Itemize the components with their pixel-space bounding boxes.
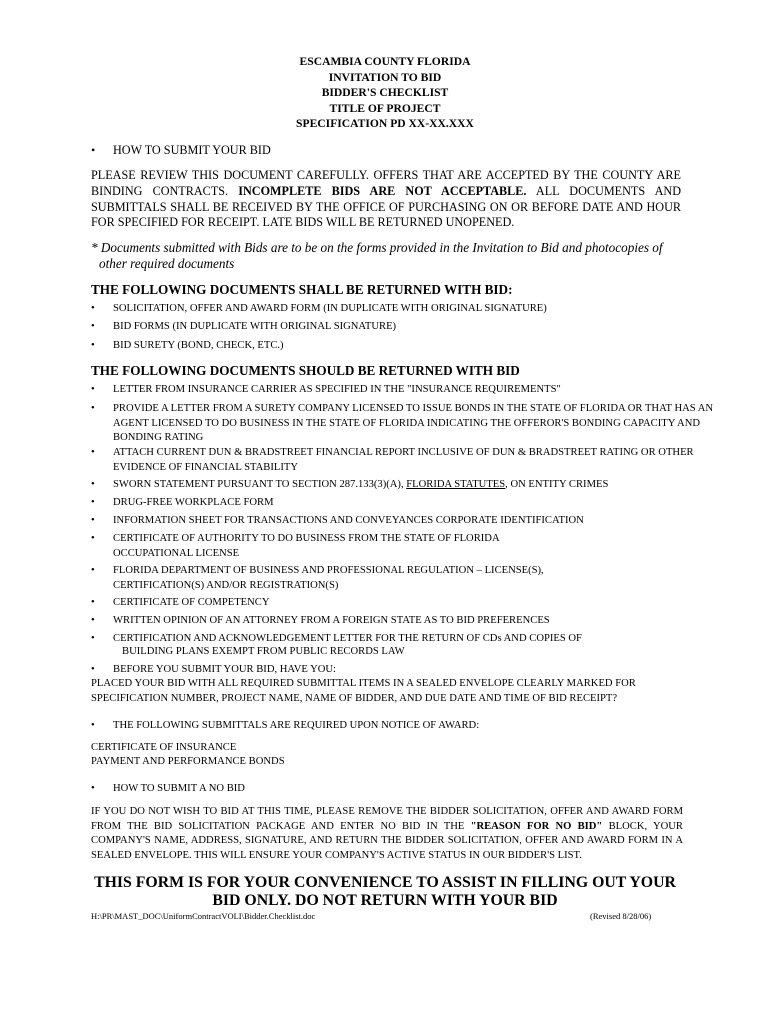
florida-statutes-reference: FLORIDA STATUTES [406,479,506,490]
header-line-project-title: TITLE OF PROJECT [329,101,441,115]
bullet-icon: • [91,340,95,351]
header-line-specification: SPECIFICATION PD XX-XX.XXX [296,117,474,130]
no-bid-text-1: IF YOU DO NOT WISH TO BID AT THIS TIME, PLEASE REMOVE THE BIDDER SOLICITATION, OFFER AND AWARD FORM FROM THE BID SOLICITATION PACKAGE AND ENTER NO BID IN THE [91,806,683,832]
header-line-invitation: INVITATION TO BID [328,70,442,84]
file-path: H:\PR\MAST_DOC\UniformContractVOLI\Bidder.Checklist.doc [91,911,316,921]
bullet-icon: • [91,533,95,544]
note-line-2: other required documents [99,256,235,271]
reason-for-no-bid-label: "REASON FOR NO BID" [470,820,603,832]
list-item: CERTIFICATE OF COMPETENCY [113,597,270,608]
list-item: PROVIDE A LETTER FROM A SURETY COMPANY LICENSED TO ISSUE BONDS IN THE STATE OF FLORIDA OR THAT HAS AN AGENT LICENSED TO DO BUSINESS IN THE STATE OF FLORIDA INDICATING THE OFFEROR'S BONDING CAPACITY AND BONDING RATING [113,403,714,443]
document-header [0,54,770,132]
convenience-notice [0,874,770,910]
list-item: BID SURETY (BOND, CHECK, ETC.) [113,340,284,351]
no-bid-paragraph [91,805,683,863]
list-item: BID FORMS (IN DUPLICATE WITH ORIGINAL SIGNATURE) [113,321,397,332]
documents-note [91,240,691,272]
header-line-county: ESCAMBIA COUNTY FLORIDA [299,55,471,68]
shall-return-heading: THE FOLLOWING DOCUMENTS SHALL BE RETURNED WITH BID: [91,282,513,297]
how-to-submit-heading: HOW TO SUBMIT YOUR BID [113,143,271,157]
note-line-1: * Documents submitted with Bids are to be on the forms provided in the Invitation to Bid and photocopies of [91,240,663,255]
review-text-bold: INCOMPLETE BIDS ARE NOT ACCEPTABLE. [238,183,527,198]
header-line-checklist: BIDDER'S CHECKLIST [321,86,449,99]
bullet-icon: • [91,384,95,395]
list-item: WRITTEN OPINION OF AN ATTORNEY FROM A FOREIGN STATE AS TO BID PREFERENCES [113,615,550,626]
list-item: CERTIFICATE OF AUTHORITY TO DO BUSINESS FROM THE STATE OF FLORIDA OCCUPATIONAL LICENSE [113,533,500,559]
bullet-icon: • [91,783,95,794]
award-bullet: THE FOLLOWING SUBMITTALS ARE REQUIRED UPON NOTICE OF AWARD: [113,720,480,731]
award-item-bonds: PAYMENT AND PERFORMANCE BONDS [91,756,285,767]
placed-question: PLACED YOUR BID WITH ALL REQUIRED SUBMITTAL ITEMS IN A SEALED ENVELOPE CLEARLY MARKED FOR SPECIFICATION NUMBER, PROJECT NAME, NAME OF BIDDER, AND DUE DATE AND TIME OF BID RECEIPT? [91,678,636,704]
sworn-text-2: , ON ENTITY CRIMES [505,479,609,490]
list-item: SOLICITATION, OFFER AND AWARD FORM (IN DUPLICATE WITH ORIGINAL SIGNATURE) [113,303,547,314]
review-paragraph [91,168,681,231]
list-item: INFORMATION SHEET FOR TRANSACTIONS AND CONVEYANCES CORPORATE IDENTIFICATION [113,515,584,526]
bullet-icon: • [91,720,95,731]
bullet-icon: • [91,321,95,332]
no-bid-heading: HOW TO SUBMIT A NO BID [113,783,245,794]
bullet-icon: • [91,515,95,526]
bullet-icon: • [91,143,96,157]
revision-date: (Revised 8/28/06) [590,911,652,921]
list-item: BEFORE YOU SUBMIT YOUR BID, HAVE YOU: [113,664,336,675]
bullet-icon: • [91,664,95,675]
review-text-2: ALL DOCUMENTS AND SUBMITTALS SHALL BE RECEIVED BY THE OFFICE OF PURCHASING ON OR BEFORE DATE AND HOUR FOR SPECIFIED FOR RECEIPT. LATE BIDS WILL BE RETURNED UNOPENED. [91,183,681,230]
list-item: LETTER FROM INSURANCE CARRIER AS SPECIFIED IN THE "INSURANCE REQUIREMENTS" [113,384,561,395]
bullet-icon: • [91,479,95,490]
bullet-icon: • [91,615,95,626]
bullet-icon: • [91,403,95,414]
sworn-text-1: SWORN STATEMENT PURSUANT TO SECTION 287.133(3)(A), [113,479,407,490]
bullet-icon: • [91,447,95,458]
convenience-notice-line-2: BID ONLY. DO NOT RETURN WITH YOUR BID [212,892,558,909]
review-text-1: PLEASE REVIEW THIS DOCUMENT CAREFULLY. OFFERS THAT ARE ACCEPTED BY THE COUNTY ARE BINDING CONTRACTS. [91,168,681,198]
list-item: DRUG-FREE WORKPLACE FORM [113,497,274,508]
should-return-heading: THE FOLLOWING DOCUMENTS SHOULD BE RETURNED WITH BID [91,363,520,378]
list-item: FLORIDA DEPARTMENT OF BUSINESS AND PROFESSIONAL REGULATION – LICENSE(S), CERTIFICATION(S) AND/OR REGISTRATION(S) [113,565,544,591]
bullet-icon: • [91,303,95,314]
bullet-icon: • [91,633,95,644]
list-item: ATTACH CURRENT DUN & BRADSTREET FINANCIAL REPORT INCLUSIVE OF DUN & BRADSTREET RATING OR OTHER EVIDENCE OF FINANCIAL STABILITY [113,447,694,473]
list-item [113,478,723,493]
bullet-icon: • [91,565,95,576]
list-item: CERTIFICATION AND ACKNOWLEDGEMENT LETTER FOR THE RETURN OF CDs AND COPIES OF [113,633,582,644]
bullet-icon: • [91,497,95,508]
bullet-icon: • [91,597,95,608]
list-item-continuation: BUILDING PLANS EXEMPT FROM PUBLIC RECORDS LAW [122,646,405,657]
no-bid-text-2: BLOCK, YOUR COMPANY'S NAME, ADDRESS, SIGNATURE, AND RETURN THE BIDDER SOLICITATION, OFFER AND AWARD FORM IN A SEALED ENVELOPE. THIS WILL ENSURE YOUR COMPANY'S ACTIVE STATUS IN OUR BIDDER'S LIST. [91,820,683,861]
convenience-notice-line-1: THIS FORM IS FOR YOUR CONVENIENCE TO ASSIST IN FILLING OUT YOUR [94,874,676,891]
award-item-insurance: CERTIFICATE OF INSURANCE [91,742,237,753]
